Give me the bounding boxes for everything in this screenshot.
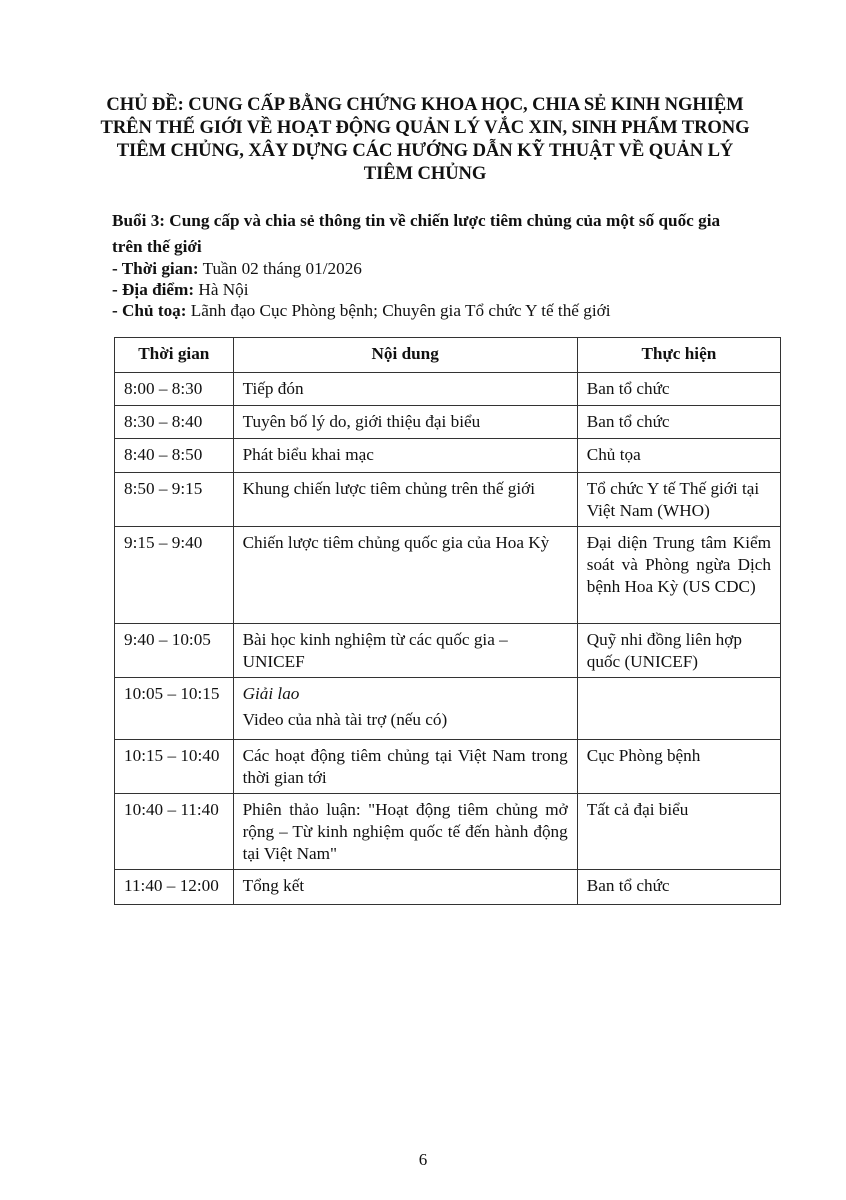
cell-by bbox=[577, 678, 780, 740]
meta-chair-label: - Chủ toạ: bbox=[112, 301, 187, 320]
table-row bbox=[115, 373, 781, 406]
title-line: TIÊM CHỦNG bbox=[363, 163, 487, 184]
cell-time: 8:00 – 8:30 bbox=[115, 373, 234, 406]
table-row bbox=[115, 678, 781, 740]
header-time: Thời gian bbox=[115, 338, 234, 373]
cell-by: Chủ tọa bbox=[577, 439, 780, 473]
table-row bbox=[115, 794, 781, 870]
cell-content: Các hoạt động tiêm chủng tại Việt Nam trong thời gian tới bbox=[233, 740, 577, 794]
table-header-row bbox=[115, 338, 781, 373]
title-line: TIÊM CHỦNG, XÂY DỰNG CÁC HƯỚNG DẪN KỸ THUẬT VỀ QUẢN LÝ bbox=[116, 140, 734, 161]
table-row bbox=[115, 473, 781, 527]
cell-time: 11:40 – 12:00 bbox=[115, 870, 234, 905]
table-row bbox=[115, 527, 781, 624]
meta-place-label: - Địa điểm: bbox=[112, 280, 195, 299]
meta-chair-value: Lãnh đạo Cục Phòng bệnh; Chuyên gia Tổ chức Y tế thế giới bbox=[186, 301, 611, 320]
cell-by: Ban tổ chức bbox=[577, 870, 780, 905]
cell-by: Tất cả đại biểu bbox=[577, 794, 780, 870]
cell-content: Phát biểu khai mạc bbox=[233, 439, 577, 473]
cell-content: Tuyên bố lý do, giới thiệu đại biểu bbox=[233, 406, 577, 439]
cell-content: Phiên thảo luận: "Hoạt động tiêm chủng mở rộng – Từ kinh nghiệm quốc tế đến hành động tại Việt Nam" bbox=[233, 794, 577, 870]
cell-by: Đại diện Trung tâm Kiểm soát và Phòng ngừa Dịch bệnh Hoa Kỳ (US CDC) bbox=[577, 527, 780, 624]
cell-time: 9:40 – 10:05 bbox=[115, 624, 234, 678]
cell-content: Tiếp đón bbox=[233, 373, 577, 406]
cell-content: Bài học kinh nghiệm từ các quốc gia – UNICEF bbox=[233, 624, 577, 678]
cell-time: 8:30 – 8:40 bbox=[115, 406, 234, 439]
cell-content-video: Video của nhà tài trợ (nếu có) bbox=[242, 710, 448, 729]
cell-time: 8:50 – 9:15 bbox=[115, 473, 234, 527]
table-row bbox=[115, 870, 781, 905]
title-line: CHỦ ĐỀ: CUNG CẤP BẰNG CHỨNG KHOA HỌC, CHIA SẺ KINH NGHIỆM bbox=[106, 94, 744, 115]
cell-time: 10:40 – 11:40 bbox=[115, 794, 234, 870]
cell-content bbox=[233, 678, 577, 740]
cell-by: Tổ chức Y tế Thế giới tại Việt Nam (WHO) bbox=[577, 473, 780, 527]
cell-by: Quỹ nhi đồng liên hợp quốc (UNICEF) bbox=[577, 624, 780, 678]
title-line: TRÊN THẾ GIỚI VỀ HOẠT ĐỘNG QUẢN LÝ VẮC XIN, SINH PHẨM TRONG bbox=[100, 117, 750, 138]
agenda-table bbox=[114, 337, 781, 905]
cell-by: Cục Phòng bệnh bbox=[577, 740, 780, 794]
cell-by: Ban tổ chức bbox=[577, 406, 780, 439]
cell-time: 8:40 – 8:50 bbox=[115, 439, 234, 473]
table-row bbox=[115, 406, 781, 439]
meta-place bbox=[112, 279, 752, 301]
meta-time-label: - Thời gian: bbox=[112, 259, 199, 278]
cell-by: Ban tổ chức bbox=[577, 373, 780, 406]
page-number: 6 bbox=[418, 1150, 428, 1169]
cell-content: Chiến lược tiêm chủng quốc gia của Hoa Kỳ bbox=[233, 527, 577, 624]
header-by: Thực hiện bbox=[577, 338, 780, 373]
meta-place-value: Hà Nội bbox=[194, 280, 249, 299]
table-row bbox=[115, 439, 781, 473]
cell-content-break: Giải lao bbox=[242, 684, 300, 703]
cell-content: Khung chiến lược tiêm chủng trên thế giới bbox=[233, 473, 577, 527]
meta-time bbox=[112, 258, 752, 280]
document-title bbox=[100, 93, 750, 185]
meta-time-value: Tuần 02 tháng 01/2026 bbox=[198, 259, 362, 278]
cell-time: 10:05 – 10:15 bbox=[115, 678, 234, 740]
table-row bbox=[115, 740, 781, 794]
cell-content: Tổng kết bbox=[233, 870, 577, 905]
cell-time: 10:15 – 10:40 bbox=[115, 740, 234, 794]
session-heading: Buổi 3: Cung cấp và chia sẻ thông tin về chiến lược tiêm chủng của một số quốc gia trên thế giới bbox=[112, 211, 721, 256]
cell-time: 9:15 – 9:40 bbox=[115, 527, 234, 624]
meta-chair bbox=[112, 300, 752, 322]
table-row bbox=[115, 624, 781, 678]
header-content: Nội dung bbox=[233, 338, 577, 373]
